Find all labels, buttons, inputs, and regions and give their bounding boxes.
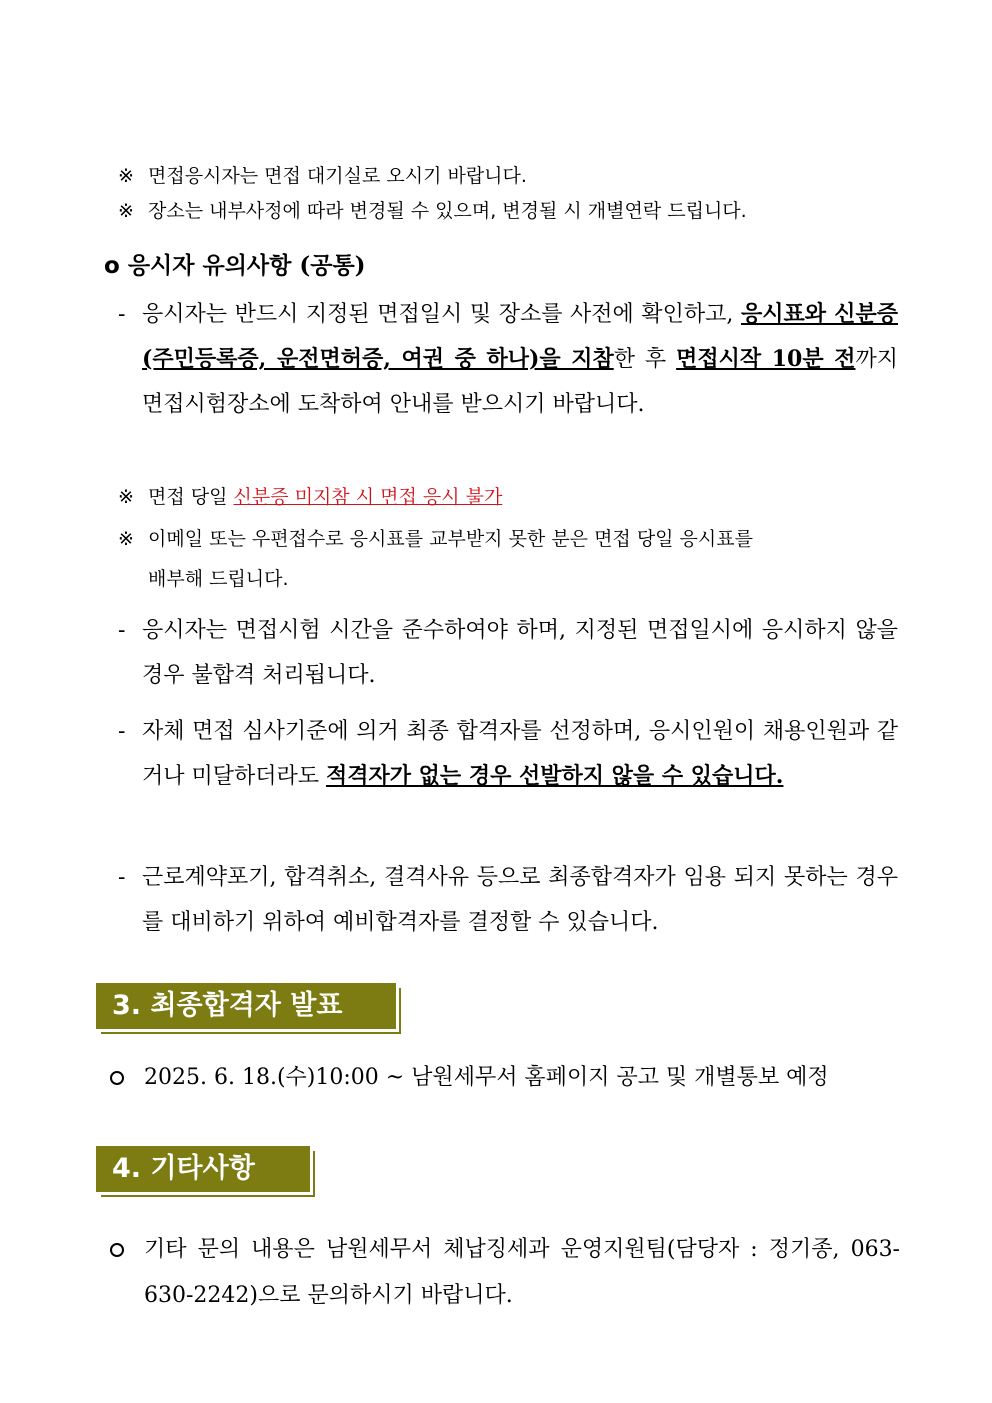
section-3-item <box>110 1055 900 1101</box>
note-waiting-room <box>118 157 898 195</box>
dash-marker: - <box>118 618 126 643</box>
dash-marker: - <box>118 719 126 744</box>
circle-bullet-icon: o <box>104 253 120 279</box>
note-line2: 배부해 드립니다. <box>148 568 289 590</box>
note-text: 면접응시자는 면접 대기실로 오시기 바랍니다. <box>148 165 527 187</box>
section-3-header <box>96 983 396 1029</box>
caution-item-3-underline: 적격자가 없는 경우 선발하지 않을 수 있습니다. <box>326 763 784 789</box>
caution-item-2 <box>118 608 898 698</box>
section-3-text: 2025. 6. 18.(수)10:00 ~ 남원세무서 홈페이지 공고 및 개별통보 예정 <box>144 1065 829 1090</box>
caution-item-1-end: 까지 면접시험장소에 도착하여 안내를 받으시기 바랍니다. <box>142 347 898 417</box>
cautions-heading <box>104 246 366 286</box>
note-text: 장소는 내부사정에 따라 변경될 수 있으며, 변경될 시 개별연락 드립니다. <box>148 200 747 222</box>
reference-mark: ※ <box>118 200 134 222</box>
caution-item-4 <box>118 855 898 945</box>
reference-mark: ※ <box>118 528 134 550</box>
caution-item-1-mid: 한 후 <box>613 347 677 372</box>
section-3-title: 3. 최종합격자 발표 <box>112 990 343 1021</box>
cautions-title: 응시자 유의사항 (공통) <box>127 252 366 279</box>
note-prefix: 면접 당일 <box>148 486 234 508</box>
caution-item-3-body: 자체 면접 심사기준에 의거 최종 합격자를 선정하며, 응시인원이 채용인원과 같거나 미달하더라도 <box>142 719 898 789</box>
reference-mark: ※ <box>118 165 134 187</box>
dash-marker: - <box>118 302 126 327</box>
caution-item-3-text <box>142 709 898 799</box>
caution-item-1-underline-2: 면접시작 10분 전 <box>676 346 856 372</box>
note-admission-ticket <box>118 519 898 599</box>
caution-item-3 <box>118 709 898 799</box>
section-4-header <box>96 1146 310 1192</box>
caution-item-4-text: 근로계약포기, 합격취소, 결격사유 등으로 최종합격자가 임용 되지 못하는 경우를 대비하기 위하여 예비합격자를 결정할 수 있습니다. <box>142 865 898 935</box>
caution-item-2-text: 응시자는 면접시험 시간을 준수하여야 하며, 지정된 면접일시에 응시하지 않을 경우 불합격 처리됩니다. <box>142 618 898 688</box>
reference-mark: ※ <box>118 486 134 508</box>
caution-item-1-line1: 응시자는 반드시 지정된 면접일시 및 장소를 사전에 확인하고, <box>142 302 734 327</box>
note-venue-change <box>118 192 898 230</box>
caution-item-1 <box>118 292 898 427</box>
note-line1: 이메일 또는 우편접수로 응시표를 교부받지 못한 분은 면접 당일 응시표를 <box>148 528 753 550</box>
caution-item-1-text <box>142 292 898 427</box>
circle-bullet-icon <box>110 1071 124 1085</box>
dash-marker: - <box>118 865 126 890</box>
caution-item-1-underline-1: 응시표와 신분증(주민등록증, 운전면허증, 여권 중 하나)을 지참 <box>142 301 898 372</box>
section-4-item <box>110 1227 900 1319</box>
section-4-title: 4. 기타사항 <box>112 1153 255 1184</box>
circle-bullet-icon <box>110 1243 124 1257</box>
section-4-text: 기타 문의 내용은 남원세무서 체납징세과 운영지원팀(담당자 : 정기종, 063-630-2242)으로 문의하시기 바랍니다. <box>144 1237 900 1308</box>
note-warning-red: 신분증 미지참 시 면접 응시 불가 <box>233 486 503 508</box>
note-id-required <box>118 478 898 516</box>
